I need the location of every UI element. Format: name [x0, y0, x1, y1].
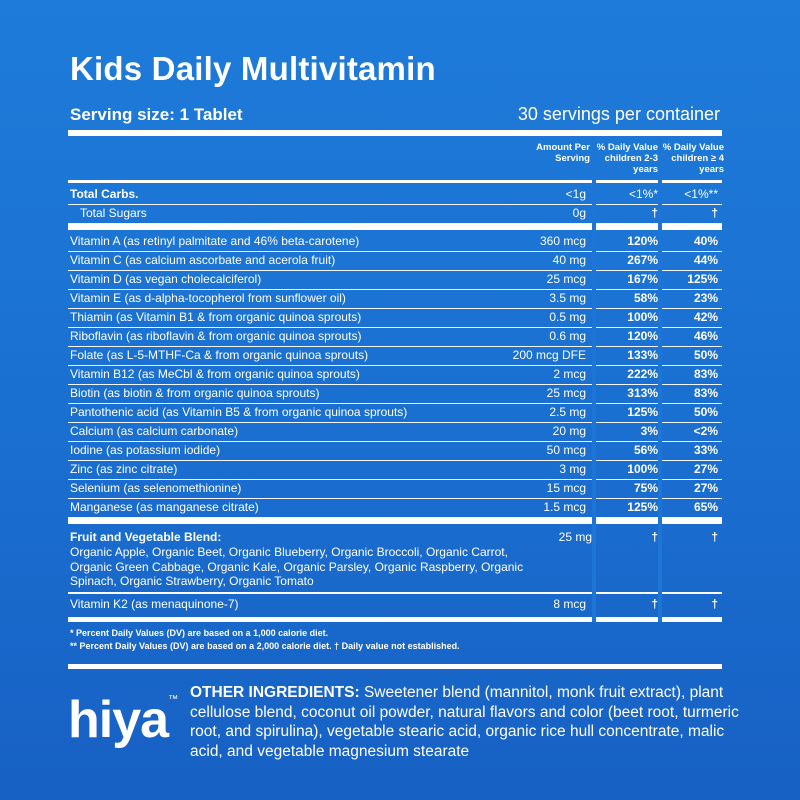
nutrient-name: Biotin (as biotin & from organic quinoa sprouts) [70, 386, 320, 400]
nutrient-amount: 2 mcg [553, 367, 586, 381]
table-row [68, 422, 722, 442]
table-row [68, 365, 722, 385]
nutrient-name: Total Carbs. [70, 187, 139, 201]
table-row [68, 403, 722, 423]
nutrient-amount: 25 mcg [546, 272, 586, 286]
dv-young: 313% [627, 386, 658, 400]
dv-old: 83% [693, 367, 718, 381]
dv-young: † [651, 597, 658, 611]
dv-old: 44% [693, 253, 718, 267]
dv-young: 125% [627, 405, 658, 419]
nutrient-name: Riboflavin (as riboflavin & from organic quinoa sprouts) [70, 329, 362, 343]
dv-young: 58% [633, 291, 658, 305]
table-row [68, 289, 722, 309]
blend-amount: 25 mg [558, 530, 592, 544]
dv-old: † [711, 597, 718, 611]
nutrient-name: Pantothenic acid (as Vitamin B5 & from organic quinoa sprouts) [70, 405, 408, 419]
table-row [68, 479, 722, 499]
dv-old: 27% [693, 481, 718, 495]
blend-ingredients: Organic Apple, Organic Beet, Organic Blueberry, Organic Broccoli, Organic Carrot, Organic Green Cabbage, Organic Kale, Organic Parsley, Organic Raspberry, Organic Spinach, Organic Strawberry, Organic Tomato [70, 545, 524, 588]
dv-young: 56% [633, 443, 658, 457]
column-gap [592, 136, 596, 622]
dv-old: <2% [693, 424, 718, 438]
nutrient-amount: 1.5 mcg [543, 500, 586, 514]
table-row [68, 270, 722, 290]
dv-old: 46% [693, 329, 718, 343]
nutrient-name: Manganese (as manganese citrate) [70, 500, 259, 514]
nutrient-amount: 0.5 mg [549, 310, 586, 324]
blend-title: Fruit and Vegetable Blend: [70, 530, 222, 544]
nutrient-name: Zinc (as zinc citrate) [70, 462, 178, 476]
nutrient-name: Folate (as L-5-MTHF-Ca & from organic quinoa sprouts) [70, 348, 369, 362]
nutrient-amount: 20 mg [552, 424, 586, 438]
table-row [68, 384, 722, 404]
dv-young: 100% [627, 310, 658, 324]
table-row [68, 498, 722, 518]
nutrient-amount: 40 mg [552, 253, 586, 267]
nutrient-name: Vitamin E (as d-alpha-tocopherol from sunflower oil) [70, 291, 346, 305]
nutrient-amount: 0g [572, 206, 586, 220]
blend-dv-young: † [651, 530, 658, 544]
blend-rule [68, 592, 722, 594]
dv-young: 100% [627, 462, 658, 476]
other-ingredients-label: OTHER INGREDIENTS: [190, 684, 360, 701]
table-row [68, 308, 722, 328]
dv-old: 50% [693, 348, 718, 362]
nutrient-name: Vitamin K2 (as menaquinone-7) [70, 597, 239, 611]
trademark-mark: ™ [168, 694, 178, 705]
dv-old: 50% [693, 405, 718, 419]
dv-young: 125% [627, 500, 658, 514]
nutrient-name: Iodine (as potassium iodide) [70, 443, 221, 457]
dv-young: 3% [640, 424, 658, 438]
nutrient-name: Selenium (as selenomethionine) [70, 481, 242, 495]
dv-old: 40% [693, 234, 718, 248]
nutrient-amount: 3.5 mg [549, 291, 586, 305]
dv-old: 27% [693, 462, 718, 476]
table-row [68, 327, 722, 347]
table-row [68, 185, 722, 205]
nutrient-name: Vitamin C (as calcium ascorbate and acerola fruit) [70, 253, 336, 267]
hiya-logo [68, 690, 177, 750]
table-row [68, 595, 722, 614]
dv-young: 133% [627, 348, 658, 362]
nutrient-amount: 25 mcg [546, 386, 586, 400]
nutrient-amount: 200 mcg DFE [512, 348, 586, 362]
nutrient-amount: 360 mcg [539, 234, 586, 248]
table-row [68, 251, 722, 271]
nutrient-name: Thiamin (as Vitamin B1 & from organic quinoa sprouts) [70, 310, 362, 324]
dv-old: 42% [693, 310, 718, 324]
nutrient-name: Vitamin D (as vegan cholecalciferol) [70, 272, 262, 286]
nutrient-name: Vitamin B12 (as MeCbl & from organic quinoa sprouts) [70, 367, 360, 381]
header-dv-old: % Daily Value children ≥ 4 years [662, 142, 724, 175]
dv-young: † [651, 206, 658, 220]
other-ingredients-text: Sweetener blend (mannitol, monk fruit extract), plant cellulose blend, coconut oil powder, natural flavors and color (beet root, turmeric root, and spirulina), vegetable stearic acid, organic rice hull concentrate, malic acid, and vegetable magnesium stearate [190, 684, 739, 760]
dv-young: 120% [627, 234, 658, 248]
product-title: Kids Daily Multivitamin [70, 50, 436, 87]
header-rule [68, 180, 722, 183]
nutrient-name: Calcium (as calcium carbonate) [70, 424, 239, 438]
header-amount: Amount Per Serving [536, 142, 590, 164]
header-dv-young: % Daily Value children 2-3 years [596, 142, 658, 175]
column-gap [658, 136, 662, 622]
nutrient-name: Total Sugars [80, 206, 147, 220]
footnote-1000-calorie: * Percent Daily Values (DV) are based on a 1,000 calorie diet. [70, 628, 329, 638]
nutrient-amount: 8 mcg [553, 597, 586, 611]
dv-old: † [711, 206, 718, 220]
table-row [68, 460, 722, 480]
nutrient-amount: <1g [565, 187, 586, 201]
dv-old: 125% [687, 272, 718, 286]
table-row [68, 204, 722, 224]
dv-old: <1%** [684, 187, 718, 201]
dv-young: <1%* [628, 187, 658, 201]
dv-young: 167% [627, 272, 658, 286]
other-ingredients [190, 683, 750, 761]
dv-old: 23% [693, 291, 718, 305]
top-rule [68, 130, 722, 136]
bottom-rule [68, 664, 722, 669]
blend-dv-old: † [711, 530, 718, 544]
servings-per-container: 30 servings per container [517, 104, 720, 124]
dv-old: 65% [693, 500, 718, 514]
dv-old: 33% [693, 443, 718, 457]
nutrient-amount: 2.5 mg [549, 405, 586, 419]
dv-young: 222% [627, 367, 658, 381]
footnote-2000-calorie: ** Percent Daily Values (DV) are based on a 2,000 calorie diet. † Daily value not established. [70, 641, 460, 651]
dv-young: 120% [627, 329, 658, 343]
logo-text: hiya [68, 691, 169, 749]
dv-young: 267% [627, 253, 658, 267]
table-end-rule [68, 617, 722, 622]
section-divider [68, 518, 722, 524]
section-divider [68, 224, 722, 230]
dv-young: 75% [633, 481, 658, 495]
nutrient-name: Vitamin A (as retinyl palmitate and 46% beta-carotene) [70, 234, 360, 248]
serving-size: Serving size: 1 Tablet [70, 105, 243, 124]
dv-old: 83% [693, 386, 718, 400]
nutrient-amount: 0.6 mg [549, 329, 586, 343]
nutrient-amount: 50 mcg [546, 443, 586, 457]
table-row [68, 346, 722, 366]
nutrient-amount: 3 mg [559, 462, 586, 476]
table-row [68, 232, 722, 252]
nutrient-amount: 15 mcg [546, 481, 586, 495]
table-row [68, 441, 722, 461]
